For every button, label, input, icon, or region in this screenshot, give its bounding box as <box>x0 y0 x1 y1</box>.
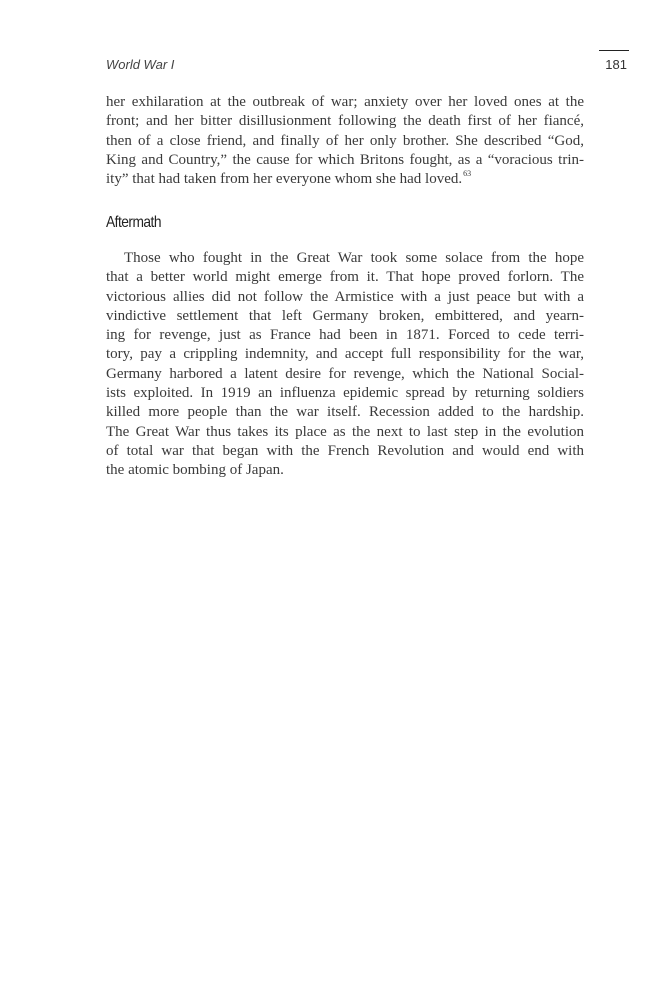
paragraph-line: Those who fought in the Great War took some solace from the hope <box>124 250 584 266</box>
paragraph-line: front; and her bitter disillusionment following the death first of her fiancé, <box>106 113 584 130</box>
paragraph-line: then of a close friend, and finally of her only brother. She described “God, <box>106 132 584 149</box>
paragraph-line: vindictive settlement that left Germany broken, embittered, and yearn- <box>106 307 584 324</box>
paragraph-last-line <box>106 170 584 189</box>
paragraph-continuation <box>106 93 584 189</box>
paragraph-line: victorious allies did not follow the Armistice with a just peace but with a <box>106 288 584 305</box>
paragraph-line: tory, pay a crippling indemnity, and accept full responsibility for the war, <box>106 346 584 363</box>
section-heading: Aftermath <box>106 214 162 231</box>
paragraph-line: King and Country,” the cause for which Britons fought, as a “voracious trin- <box>106 151 584 168</box>
paragraph-line: ing for revenge, just as France had been in 1871. Forced to cede terri- <box>106 327 584 344</box>
paragraph-line: Germany harbored a latent desire for revenge, which the National Social- <box>106 365 584 382</box>
page-number-rule <box>599 50 629 51</box>
paragraph-line: ists exploited. In 1919 an influenza epidemic spread by returning soldiers <box>106 385 584 402</box>
footnote-reference[interactable]: 63 <box>463 169 472 179</box>
paragraph-aftermath <box>106 249 584 481</box>
paragraph-line: The Great War thus takes its place as the next to last step in the evolution <box>106 423 584 440</box>
paragraph-line: that a better world might emerge from it. That hope proved forlorn. The <box>106 269 584 286</box>
paragraph-line: killed more people than the war itself. Recession added to the hardship. <box>106 404 584 421</box>
paragraph-last-line: the atomic bombing of Japan. <box>106 462 284 479</box>
paragraph-line: of total war that began with the French Revolution and would end with <box>106 442 584 459</box>
running-head: World War I <box>106 57 175 72</box>
page-number: 181 <box>605 57 627 72</box>
paragraph-line-text: ity” that had taken from her everyone whom she had loved. <box>106 171 463 188</box>
paragraph-line: her exhilaration at the outbreak of war; anxiety over her loved ones at the <box>106 94 584 110</box>
